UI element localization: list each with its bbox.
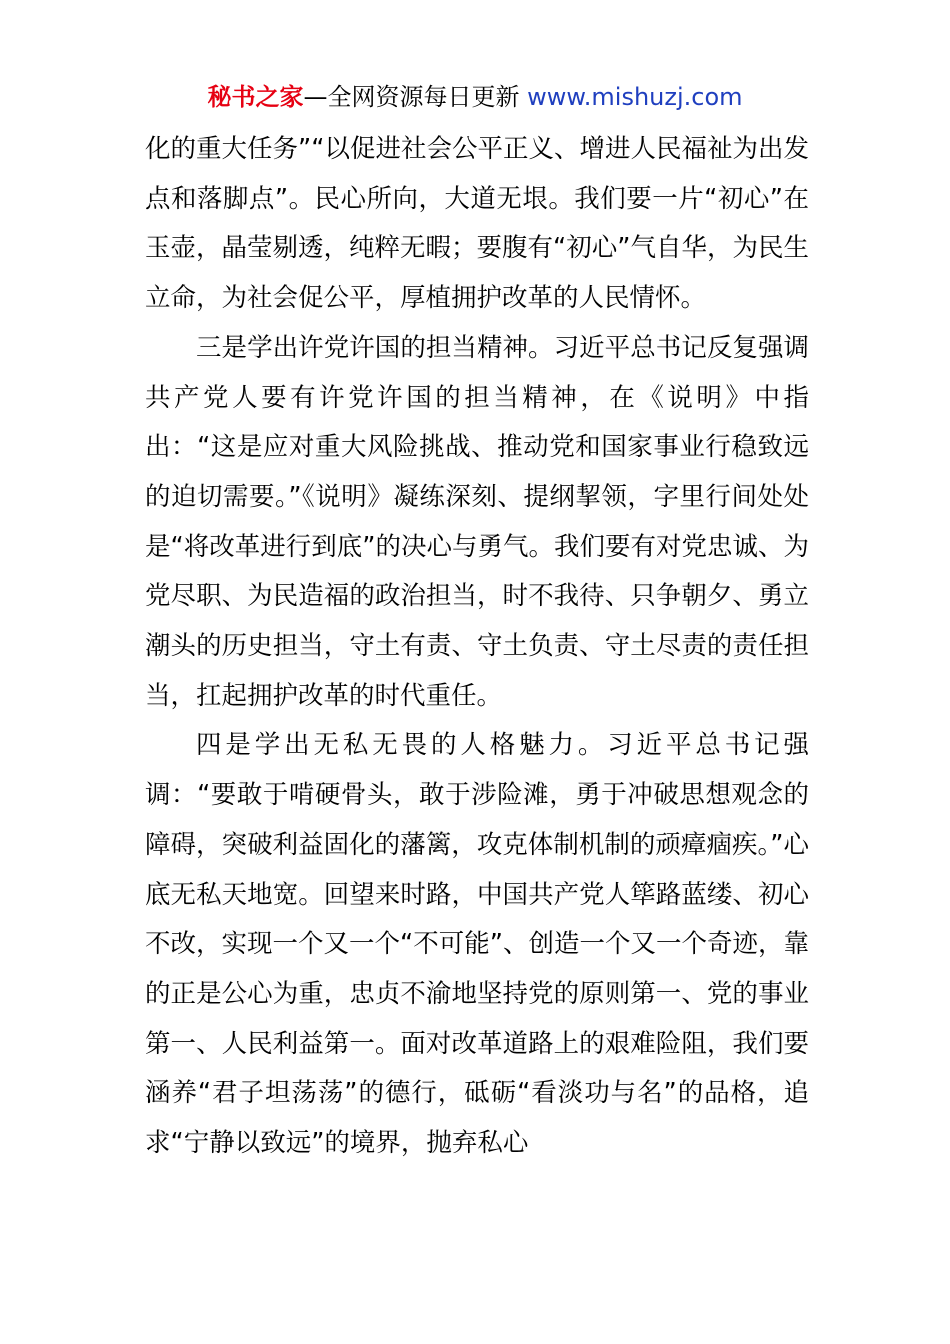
document-body	[145, 125, 809, 1169]
paragraph-four: 四是学出无私无畏的人格魅力。习近平总书记强调：“要敢于啃硬骨头，敢于涉险滩，勇于冲破思想观念的障碍，突破利益固化的藩篱，攻克体制机制的顽瘴痼疾。”心底无私天地宽。回望来时路，中国共产党人筚路蓝缕、初心不改，实现一个又一个“不可能”、创造一个又一个奇迹，靠的正是公心为重，忠贞不渝地坚持党的原则第一、党的事业第一、人民利益第一。面对改革道路上的艰难险阻，我们要涵养“君子坦荡荡”的德行，砥砺“看淡功与名”的品格，追求“宁静以致远”的境界，抛弃私心	[145, 730, 809, 1159]
header-tagline: —全网资源每日更新	[303, 83, 528, 111]
site-url-link[interactable]: www.mishuzj.com	[527, 83, 743, 111]
paragraph-continued: 化的重大任务”“以促进社会公平正义、增进人民福祉为出发点和落脚点”。民心所向，大道无垠。我们要一片“初心”在玉壶，晶莹剔透，纯粹无暇；要腹有“初心”气自华，为民生立命，为社会促公平，厚植拥护改革的人民情怀。	[145, 134, 809, 314]
paragraph-three: 三是学出许党许国的担当精神。习近平总书记反复强调共产党人要有许党许国的担当精神，在《说明》中指出：“这是应对重大风险挑战、推动党和国家事业行稳致远的迫切需要。”《说明》凝练深刻、提纲挈领，字里行间处处是“将改革进行到底”的决心与勇气。我们要有对党忠诚、为党尽职、为民造福的政治担当，时不我待、只争朝夕、勇立潮头的历史担当，守土有责、守土负责、守土尽责的责任担当，扛起拥护改革的时代重任。	[145, 332, 809, 711]
brand-name: 秘书之家	[207, 83, 304, 111]
site-header	[0, 80, 950, 114]
